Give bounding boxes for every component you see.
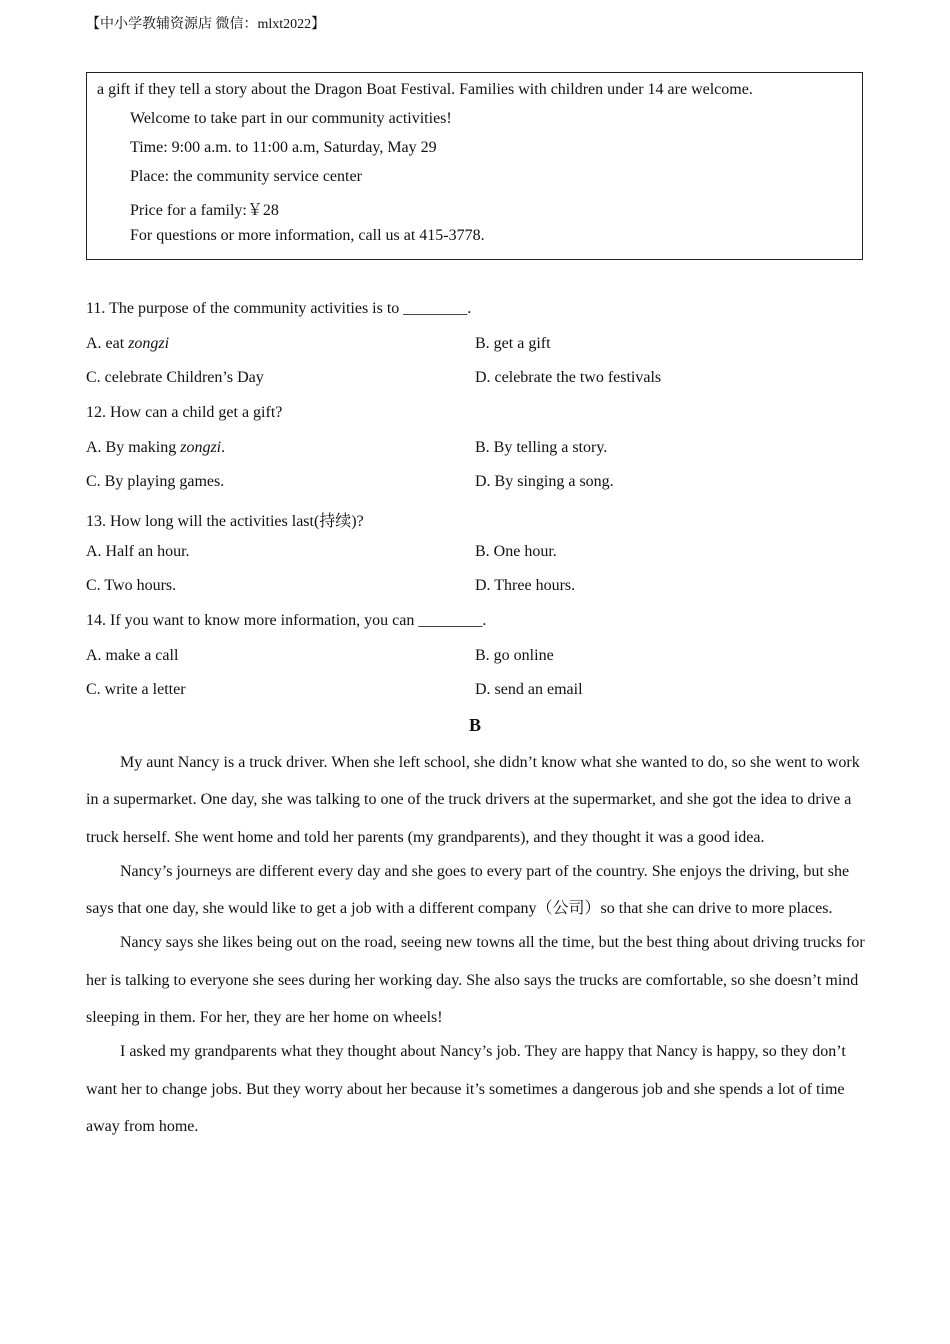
option-d: D. Three hours. (475, 577, 576, 594)
passage-paragraph: Nancy’s journeys are different every day and she goes to every part of the country. She enjoys the driving, but she says that one day, she would like to get a job with a different company（公司）so that she can drive to more places. (86, 862, 850, 918)
option-a-suffix: . (221, 439, 226, 456)
option-a-text: A. Half an hour. (86, 543, 190, 560)
option-a-italic: zongzi (128, 335, 170, 352)
option-a-text: A. By making (86, 439, 181, 456)
option-a-italic: zongzi (180, 439, 222, 456)
notice-line: For questions or more information, call us at 415-3778. (130, 227, 485, 244)
option-a (86, 439, 225, 457)
option-a (86, 543, 190, 561)
option-a-text: A. eat (86, 335, 129, 352)
question-stem: 13. How long will the activities last(持续)? (86, 513, 364, 530)
passage (86, 744, 866, 1145)
option-c: C. celebrate Children’s Day (86, 369, 264, 386)
option-b: B. By telling a story. (475, 439, 608, 456)
question-stem: 12. How can a child get a gift? (86, 404, 283, 421)
option-d: D. By singing a song. (475, 473, 614, 490)
notice-line: Welcome to take part in our community activities! (130, 110, 452, 127)
question-stem: 14. If you want to know more information, you can ________. (86, 612, 487, 629)
option-a (86, 647, 178, 665)
passage-paragraph: My aunt Nancy is a truck driver. When she left school, she didn’t know what she wanted to do, so she went to work in a supermarket. One day, she was talking to one of the truck drivers at the supermarket, and she got the idea to drive a truck herself. She went home and told her parents (my grandparents), and they thought it was a good idea. (86, 754, 860, 846)
notice-box (86, 72, 863, 260)
notice-line: Time: 9:00 a.m. to 11:00 a.m, Saturday, May 29 (130, 139, 437, 156)
notice-line: Place: the community service center (130, 168, 362, 185)
passage-paragraph: Nancy says she likes being out on the road, seeing new towns all the time, but the best thing about driving trucks for her is talking to everyone she sees during her working day. She also says the trucks are comfortable, so she doesn’t mind sleeping in them. For her, they are her home on wheels! (86, 934, 865, 1027)
option-c: C. By playing games. (86, 473, 225, 490)
option-b: B. go online (475, 647, 554, 664)
option-d: D. celebrate the two festivals (475, 369, 662, 386)
header-note: 【中小学教辅资源店 微信：mlxt2022】 (86, 17, 326, 32)
question-stem: 11. The purpose of the community activities is to ________. (86, 300, 472, 317)
passage-paragraph: I asked my grandparents what they thought about Nancy’s job. They are happy that Nancy is happy, so they don’t want her to change jobs. But they worry about her because it’s sometimes a dangerous job and she spends a lot of time away from home. (86, 1043, 846, 1135)
notice-line: a gift if they tell a story about the Dragon Boat Festival. Families with children under 14 are welcome. (97, 81, 753, 98)
option-a (86, 335, 169, 353)
option-b: B. get a gift (475, 335, 551, 352)
option-a-text: A. make a call (86, 647, 179, 664)
option-d: D. send an email (475, 681, 583, 698)
option-b: B. One hour. (475, 543, 557, 560)
option-c: C. Two hours. (86, 577, 177, 594)
option-c: C. write a letter (86, 681, 186, 698)
section-title: B (468, 715, 481, 735)
notice-line: Price for a family:￥28 (130, 202, 279, 219)
